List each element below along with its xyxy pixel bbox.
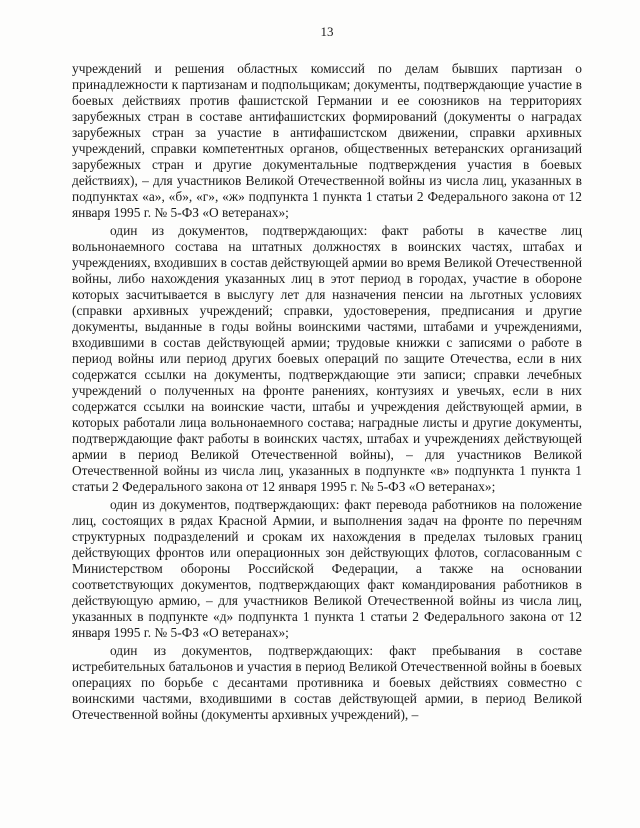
paragraph-transferred-workers: один из документов, подтверждающих: факт перевода работников на положение лиц, состоящих в рядах Красной Армии, и выполнения задач на фронте по перечням структурных подразделений и срокам их нахождения в пределах тыловых границ действующих фронтов или операционных зон действующих флотов, согласованным с Министерством обороны Российской Федерации, а также на основании соответствующих документов, подтверждающих факт командирования работников в действующую армию, – для участников Великой Отечественной войны из числа лиц, указанных в подпункте «д» подпункта 1 пункта 1 статьи 2 Федерального закона от 12 января 1995 г. № 5-ФЗ «О ветеранах»; (72, 497, 582, 640)
paragraph-partisans: учреждений и решения областных комиссий по делам бывших партизан о принадлежности к партизанам и подпольщикам; документы, подтверждающие участие в боевых действиях против фашистской Германии и ее союзников на территориях зарубежных стран в составе антифашистских формирований (документы о наградах зарубежных стран за участие в антифашистском движении, справки архивных учреждений, справки компетентных органов, общественных ветеранских организаций зарубежных стран и другие документальные подтверждения участия в боевых действиях), – для участников Великой Отечественной войны из числа лиц, указанных в подпунктах «а», «б», «г», «ж» подпункта 1 пункта 1 статьи 2 Федерального закона от 12 января 1995 г. № 5-ФЗ «О ветеранах»; (72, 61, 582, 220)
paragraph-civilian-staff: один из документов, подтверждающих: факт работы в качестве лиц вольнонаемного состава на штатных должностях в воинских частях, штабах и учреждениях, входивших в состав действующей армии во время Великой Отечественной войны, либо нахождения указанных лиц в этот период в городах, участие в обороне которых засчитывается в выслугу лет для назначения пенсии на льготных условиях (справки архивных учреждений; справки, удостоверения, предписания и другие документы, выданные в годы войны воинскими частями, штабами и учреждениями, входившими в состав действующей армии; трудовые книжки с записями о работе в период войны или период других боевых операций по защите Отечества, если в них содержатся ссылки на документы, подтверждающие эти записи; справки лечебных учреждений о полученных на фронте ранениях, контузиях и увечьях, если в них содержатся ссылки на воинские части, штабы и учреждения действующей армии, в которых работали лица вольнонаемного состава; наградные листы и другие документы, подтверждающие факт работы в воинских частях, штабах и учреждениях действующей армии в период Великой Отечественной войны), – для участников Великой Отечественной войны из числа лиц, указанных в подпункте «в» подпункта 1 пункта 1 статьи 2 Федерального закона от 12 января 1995 г. № 5-ФЗ «О ветеранах»; (72, 223, 582, 494)
page-number: 13 (320, 24, 334, 39)
paragraph-destroyer-battalions: один из документов, подтверждающих: факт пребывания в составе истребительных батальонов и участия в период Великой Отечественной войны в боевых операциях по борьбе с десантами противника и боевых действиях совместно с воинскими частями, входившими в состав действующей армии, в период Великой Отечественной войны (документы архивных учреждений), – (72, 643, 582, 722)
